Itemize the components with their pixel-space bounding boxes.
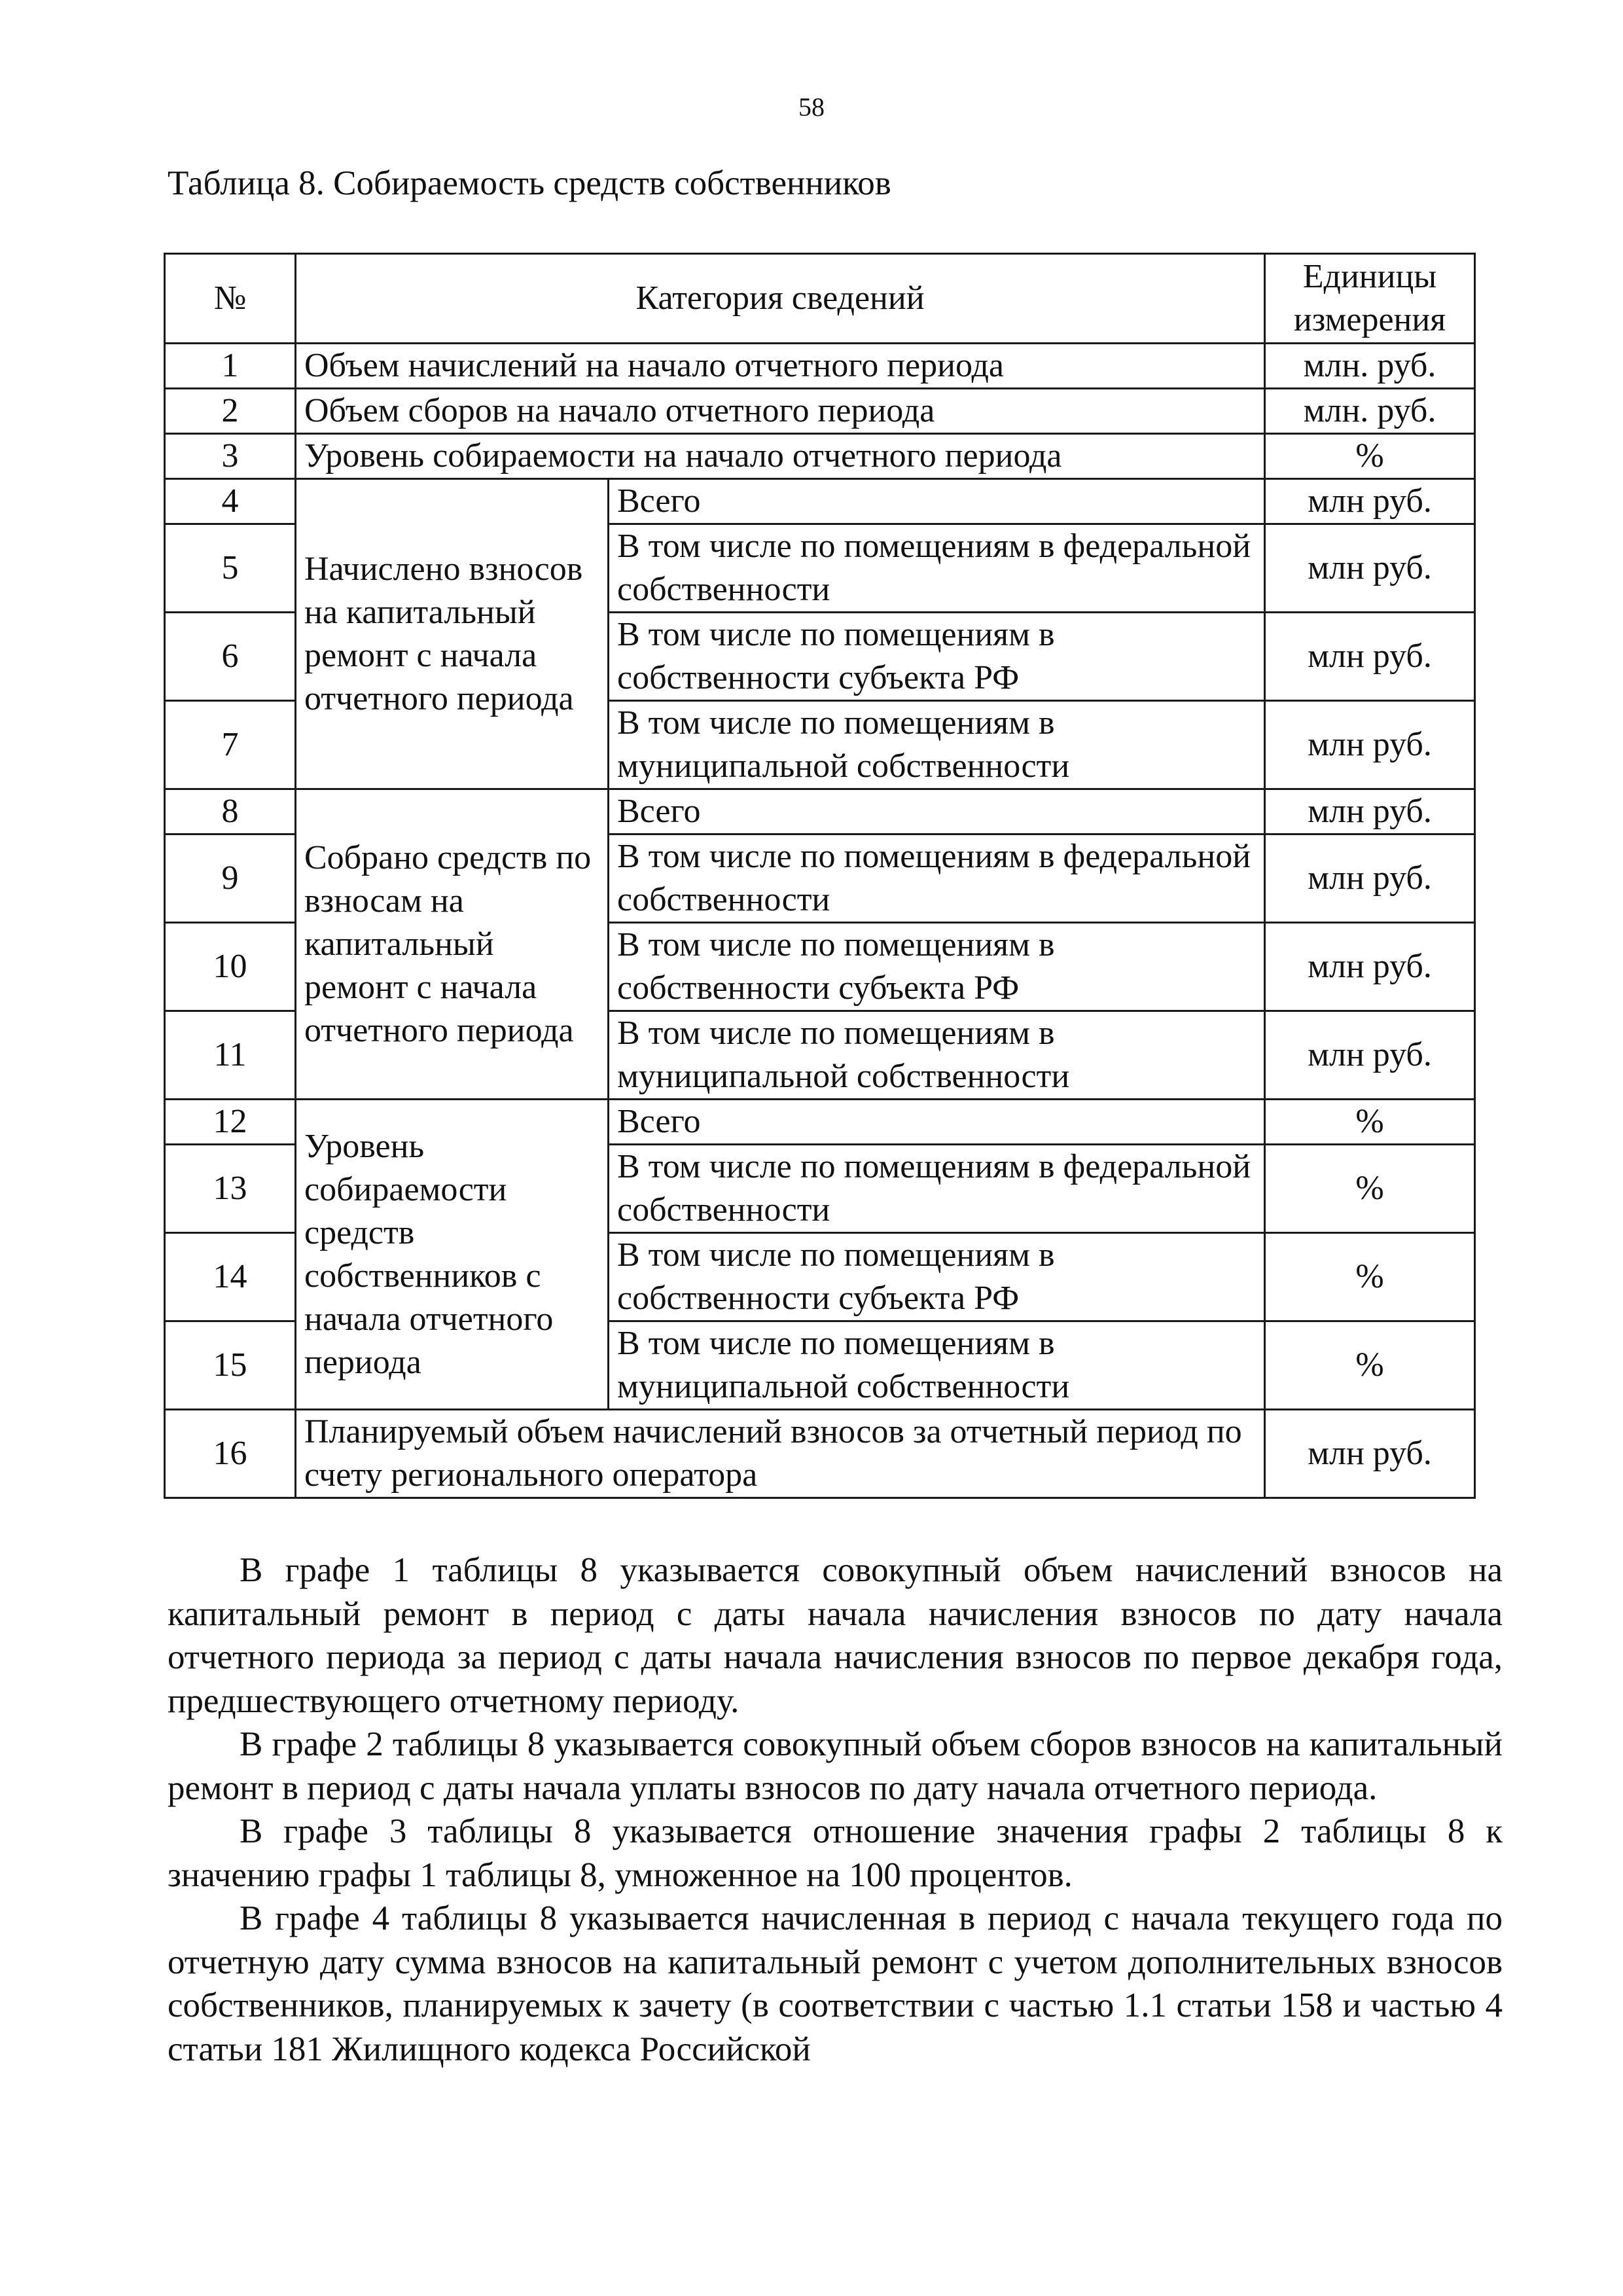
row-subcategory: В том числе по помещениям в федеральной собственности xyxy=(609,524,1265,613)
body-text xyxy=(168,1549,1503,2071)
paragraph: В графе 1 таблицы 8 указывается совокупный объем начислений взносов на капитальный ремонт в период с даты начала начисления взносов по дату начала отчетного периода за период с даты начала начисления взносов по первое декабря года, предшествующего отчетному периоду. xyxy=(168,1551,1503,1720)
paragraph: В графе 3 таблицы 8 указывается отношение значения графы 2 таблицы 8 к значению графы 1 таблицы 8, умноженное на 100 процентов. xyxy=(168,1812,1503,1894)
row-num: 2 xyxy=(165,389,296,434)
row-subcategory: Всего xyxy=(609,789,1265,834)
header-unit: Единицы измерения xyxy=(1265,254,1475,344)
row-unit: % xyxy=(1265,434,1475,479)
row-subcategory: Всего xyxy=(609,1100,1265,1145)
row-subcategory: В том числе по помещениям в собственности субъекта РФ xyxy=(609,1233,1265,1321)
group-label: Собрано средств по взносам на капитальный ремонт с начала отчетного периода xyxy=(296,789,609,1100)
row-unit: млн руб. xyxy=(1265,923,1475,1011)
table-row xyxy=(165,434,1475,479)
row-num: 6 xyxy=(165,613,296,701)
row-unit: млн руб. xyxy=(1265,479,1475,524)
row-unit: млн руб. xyxy=(1265,1410,1475,1498)
table-row xyxy=(165,389,1475,434)
row-unit: % xyxy=(1265,1233,1475,1321)
page-number: 58 xyxy=(798,92,825,122)
row-subcategory: В том числе по помещениям в федеральной собственности xyxy=(609,1145,1265,1233)
row-num: 7 xyxy=(165,701,296,789)
row-num: 10 xyxy=(165,923,296,1011)
table-row xyxy=(165,479,1475,524)
row-unit: млн руб. xyxy=(1265,701,1475,789)
row-num: 5 xyxy=(165,524,296,613)
header-category: Категория сведений xyxy=(296,254,1265,344)
row-subcategory: В том числе по помещениям в муниципальной собственности xyxy=(609,1011,1265,1100)
row-unit: % xyxy=(1265,1145,1475,1233)
row-num: 12 xyxy=(165,1100,296,1145)
row-unit: % xyxy=(1265,1321,1475,1410)
row-category: Планируемый объем начислений взносов за отчетный период по счету регионального оператора xyxy=(296,1410,1265,1498)
row-subcategory: Всего xyxy=(609,479,1265,524)
row-unit: млн руб. xyxy=(1265,789,1475,834)
row-num: 9 xyxy=(165,834,296,923)
row-category: Объем начислений на начало отчетного периода xyxy=(296,344,1265,389)
row-subcategory: В том числе по помещениям в собственности субъекта РФ xyxy=(609,923,1265,1011)
row-subcategory: В том числе по помещениям в муниципальной собственности xyxy=(609,701,1265,789)
row-subcategory: В том числе по помещениям в муниципальной собственности xyxy=(609,1321,1265,1410)
row-subcategory: В том числе по помещениям в собственности субъекта РФ xyxy=(609,613,1265,701)
table-header-row xyxy=(165,254,1475,344)
row-num: 4 xyxy=(165,479,296,524)
row-category: Уровень собираемости на начало отчетного периода xyxy=(296,434,1265,479)
table-row xyxy=(165,789,1475,834)
row-unit: млн. руб. xyxy=(1265,389,1475,434)
row-category: Объем сборов на начало отчетного периода xyxy=(296,389,1265,434)
collection-table xyxy=(164,253,1476,1499)
paragraph: В графе 4 таблицы 8 указывается начисленная в период с начала текущего года по отчетную дату сумма взносов на капитальный ремонт с учетом дополнительных взносов собственников, планируемых к зачету (в соответствии с частью 1.1 статьи 158 и частью 4 статьи 181 Жилищного кодекса Российской xyxy=(168,1899,1503,2068)
row-num: 16 xyxy=(165,1410,296,1498)
table-row xyxy=(165,1410,1475,1498)
row-num: 13 xyxy=(165,1145,296,1233)
paragraph: В графе 2 таблицы 8 указывается совокупный объем сборов взносов на капитальный ремонт в период с даты начала уплаты взносов по дату начала отчетного периода. xyxy=(168,1725,1503,1807)
row-num: 8 xyxy=(165,789,296,834)
row-unit: млн руб. xyxy=(1265,524,1475,613)
row-unit: % xyxy=(1265,1100,1475,1145)
row-num: 11 xyxy=(165,1011,296,1100)
row-unit: млн руб. xyxy=(1265,1011,1475,1100)
row-num: 15 xyxy=(165,1321,296,1410)
row-unit: млн. руб. xyxy=(1265,344,1475,389)
row-unit: млн руб. xyxy=(1265,613,1475,701)
row-subcategory: В том числе по помещениям в федеральной собственности xyxy=(609,834,1265,923)
group-label: Уровень собираемости средств собственников с начала отчетного периода xyxy=(296,1100,609,1410)
row-unit: млн руб. xyxy=(1265,834,1475,923)
table-row xyxy=(165,344,1475,389)
table-caption: Таблица 8. Собираемость средств собственников xyxy=(168,164,891,202)
row-num: 1 xyxy=(165,344,296,389)
group-label: Начислено взносов на капитальный ремонт с начала отчетного периода xyxy=(296,479,609,789)
row-num: 3 xyxy=(165,434,296,479)
table-row xyxy=(165,1100,1475,1145)
row-num: 14 xyxy=(165,1233,296,1321)
header-num: № xyxy=(165,254,296,344)
